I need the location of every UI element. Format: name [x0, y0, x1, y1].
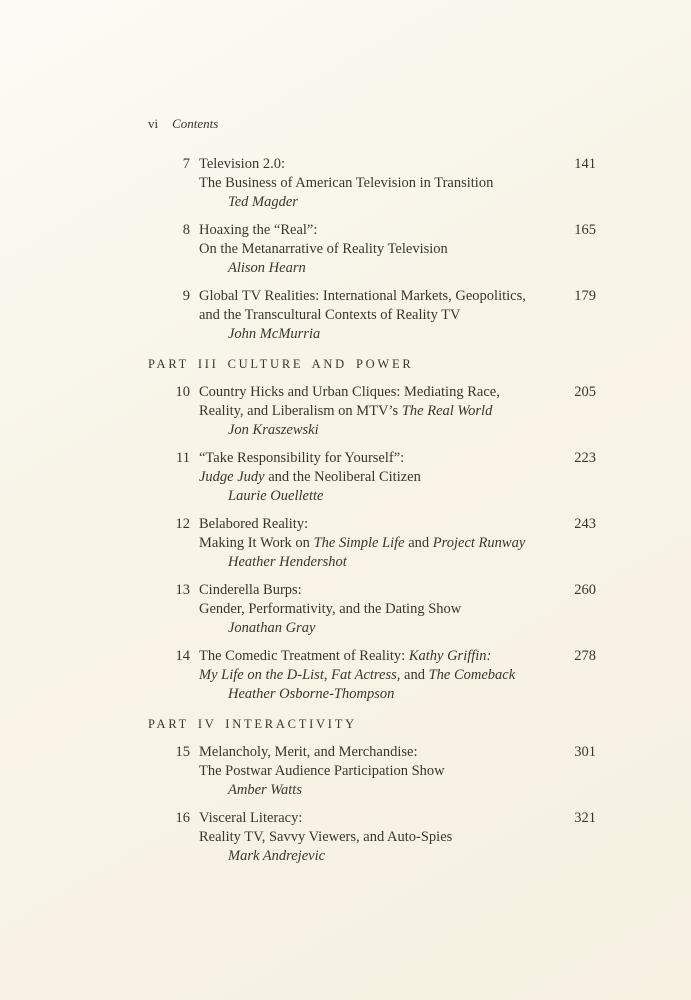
chapter-title-block	[199, 449, 596, 506]
chapter-author: Heather Hendershot	[228, 554, 347, 570]
title-segment: The Postwar Audience Participation Show	[199, 763, 445, 779]
chapter-title-block	[199, 515, 596, 572]
chapter-title-block	[199, 383, 596, 440]
chapter-number: 10	[175, 384, 190, 400]
title-segment: Gender, Performativity, and the Dating Show	[199, 601, 462, 617]
chapter-author: Ted Magder	[228, 194, 298, 210]
chapter-title-line	[199, 240, 596, 259]
toc-entry	[148, 581, 596, 638]
chapter-number: 15	[175, 744, 190, 760]
title-segment: ,	[323, 667, 332, 683]
title-segment-italic: My Life on the D-List	[199, 667, 324, 683]
chapter-title-line	[199, 647, 596, 666]
chapter-title-line	[199, 600, 596, 619]
chapter-title-block	[199, 743, 596, 800]
chapter-author: Mark Andrejevic	[228, 848, 326, 864]
part-heading: PART III CULTURE AND POWER	[148, 357, 414, 371]
chapter-title-line	[199, 809, 596, 828]
chapter-title-line	[199, 383, 596, 402]
chapter-page-number: 260	[574, 582, 596, 598]
title-segment: and the Transcultural Contexts of Reality TV	[199, 307, 461, 323]
chapter-page-number: 165	[574, 222, 596, 238]
chapter-number: 14	[175, 648, 190, 664]
chapter-number: 8	[182, 222, 190, 238]
chapter-title-block	[199, 581, 596, 638]
toc-entry	[148, 287, 596, 344]
chapter-number: 13	[175, 582, 190, 598]
chapter-title-line	[199, 666, 596, 685]
title-segment: Reality TV, Savvy Viewers, and Auto-Spies	[199, 829, 453, 845]
title-segment-italic: Project Runway	[432, 535, 526, 551]
toc-entry	[148, 515, 596, 572]
title-segment: The Comedic Treatment of Reality:	[199, 648, 409, 664]
chapter-number: 11	[176, 450, 190, 466]
title-segment: Country Hicks and Urban Cliques: Mediating Race,	[199, 384, 500, 400]
toc-entry	[148, 221, 596, 278]
chapter-title-line	[199, 221, 596, 240]
chapter-title-line	[199, 581, 596, 600]
page-header	[148, 114, 596, 133]
title-segment-italic: Judge Judy	[199, 469, 265, 485]
chapter-title-line	[199, 515, 596, 534]
chapter-page-number: 321	[574, 810, 596, 826]
chapter-title-line	[199, 762, 596, 781]
title-segment: On the Metanarrative of Reality Television	[199, 241, 448, 257]
chapter-title-line	[199, 287, 596, 306]
toc-entry	[148, 743, 596, 800]
chapter-author: Heather Osborne-Thompson	[228, 686, 395, 702]
chapter-page-number: 278	[574, 648, 596, 664]
chapter-author: Jonathan Gray	[228, 620, 316, 636]
chapter-title-line	[199, 402, 596, 421]
title-segment: “Take Responsibility for Yourself”:	[199, 450, 405, 466]
title-segment: Visceral Literacy:	[199, 810, 303, 826]
title-segment-italic: The Comeback	[428, 667, 516, 683]
folio-page-number: vi	[148, 116, 159, 131]
title-segment: and	[404, 535, 433, 551]
chapter-number: 12	[175, 516, 190, 532]
title-segment: The Business of American Television in Transition	[199, 175, 494, 191]
page-content	[148, 114, 596, 875]
chapter-number: 16	[175, 810, 190, 826]
title-segment: Making It Work on	[199, 535, 314, 551]
chapter-number: 7	[182, 156, 190, 172]
title-segment: Global TV Realities: International Markets, Geopolitics,	[199, 288, 526, 304]
toc-entry	[148, 809, 596, 866]
running-head: Contents	[172, 116, 219, 131]
chapter-page-number: 243	[574, 516, 596, 532]
chapter-title-block	[199, 221, 596, 278]
toc-entry	[148, 647, 596, 704]
chapter-title-line	[199, 534, 596, 553]
toc-entry	[148, 155, 596, 212]
chapter-page-number: 301	[574, 744, 596, 760]
chapter-title-line	[199, 174, 596, 193]
chapter-title-block	[199, 287, 596, 344]
chapter-author: Alison Hearn	[228, 260, 306, 276]
chapter-page-number: 223	[574, 450, 596, 466]
chapter-title-block	[199, 809, 596, 866]
chapter-title-line	[199, 743, 596, 762]
chapter-title-block	[199, 155, 596, 212]
title-segment: , and	[396, 667, 429, 683]
chapter-author: John McMurria	[228, 326, 321, 342]
title-segment-italic: Kathy Griffin:	[408, 648, 492, 664]
toc-entry	[148, 449, 596, 506]
title-segment: and the Neoliberal Citizen	[264, 469, 421, 485]
chapter-title-line	[199, 306, 596, 325]
part-heading: PART IV INTERACTIVITY	[148, 717, 357, 731]
chapter-page-number: 141	[574, 156, 596, 172]
chapter-number: 9	[182, 288, 190, 304]
toc-entry	[148, 383, 596, 440]
title-segment-italic: The Simple Life	[313, 535, 405, 551]
title-segment: Cinderella Burps:	[199, 582, 302, 598]
chapter-title-block	[199, 647, 596, 704]
chapter-author: Jon Kraszewski	[228, 422, 319, 438]
title-segment: Melancholy, Merit, and Merchandise:	[199, 744, 418, 760]
chapter-author: Amber Watts	[228, 782, 302, 798]
chapter-author: Laurie Ouellette	[228, 488, 324, 504]
title-segment: Belabored Reality:	[199, 516, 309, 532]
chapter-page-number: 179	[574, 288, 596, 304]
chapter-title-line	[199, 155, 596, 174]
table-of-contents	[148, 155, 596, 866]
chapter-page-number: 205	[574, 384, 596, 400]
title-segment: Television 2.0:	[199, 156, 285, 172]
title-segment-italic: Fat Actress	[331, 667, 397, 683]
title-segment-italic: The Real World	[401, 403, 493, 419]
chapter-title-line	[199, 468, 596, 487]
chapter-title-line	[199, 449, 596, 468]
chapter-title-line	[199, 828, 596, 847]
title-segment: Hoaxing the “Real”:	[199, 222, 318, 238]
title-segment: Reality, and Liberalism on MTV’s	[199, 403, 402, 419]
